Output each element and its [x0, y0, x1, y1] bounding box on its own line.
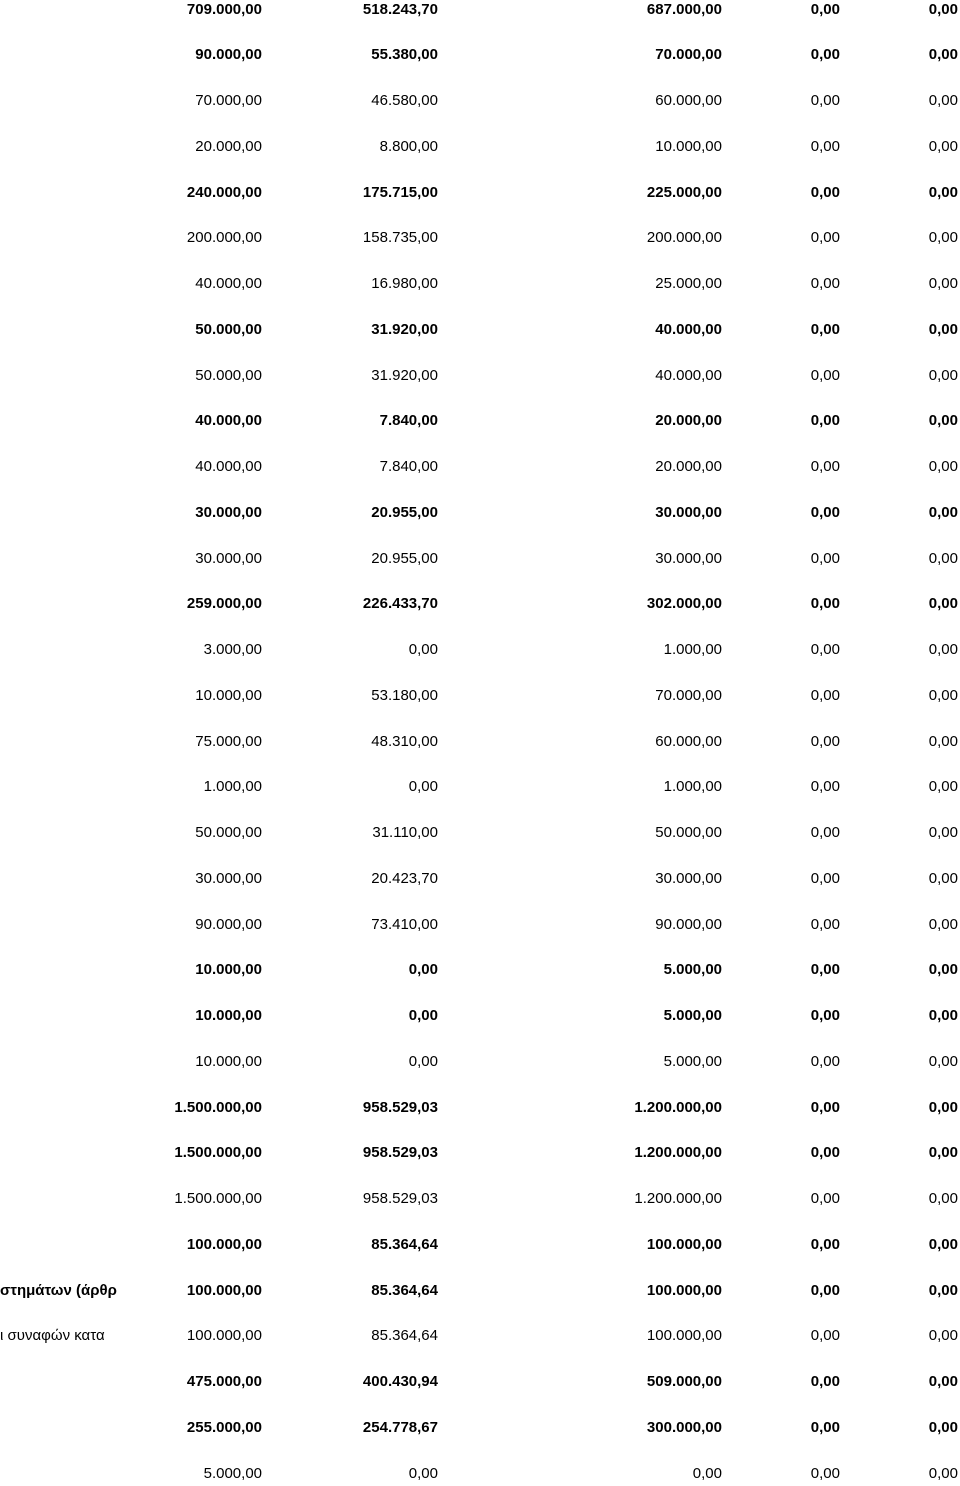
amount-cell-col5: 0,00	[928, 1144, 958, 1161]
amount-cell-col2: 0,00	[408, 641, 438, 658]
amount-cell-col4: 0,00	[810, 1144, 840, 1161]
amount-cell-col5: 0,00	[928, 1007, 958, 1024]
table-row	[0, 1141, 960, 1165]
table-row	[0, 226, 960, 250]
amount-cell-col4: 0,00	[810, 367, 840, 384]
amount-cell-col3: 100.000,00	[646, 1282, 722, 1299]
amount-cell-col1: 5.000,00	[203, 1465, 262, 1482]
amount-cell-col5: 0,00	[928, 1465, 958, 1482]
amount-cell-col4: 0,00	[810, 961, 840, 978]
row-label: ι συναφών κατα	[0, 1327, 105, 1344]
amount-cell-col4: 0,00	[810, 1099, 840, 1116]
amount-cell-col3: 300.000,00	[646, 1419, 722, 1436]
amount-cell-col5: 0,00	[928, 778, 958, 795]
amount-cell-col1: 40.000,00	[195, 275, 262, 292]
table-row	[0, 135, 960, 159]
amount-cell-col2: 0,00	[408, 1007, 438, 1024]
amount-cell-col2: 31.920,00	[371, 321, 438, 338]
table-row	[0, 958, 960, 982]
amount-cell-col3: 100.000,00	[646, 1236, 722, 1253]
amount-cell-col3: 30.000,00	[655, 550, 722, 567]
amount-cell-col1: 100.000,00	[186, 1327, 262, 1344]
amount-cell-col2: 158.735,00	[362, 229, 438, 246]
amount-cell-col3: 687.000,00	[646, 1, 722, 18]
amount-cell-col5: 0,00	[928, 961, 958, 978]
table-row	[0, 1096, 960, 1120]
amount-cell-col1: 50.000,00	[195, 321, 262, 338]
amount-cell-col1: 30.000,00	[195, 504, 262, 521]
table-row	[0, 364, 960, 388]
amount-cell-col2: 85.364,64	[371, 1282, 438, 1299]
amount-cell-col4: 0,00	[810, 46, 840, 63]
amount-cell-col5: 0,00	[928, 916, 958, 933]
amount-cell-col2: 73.410,00	[371, 916, 438, 933]
amount-cell-col5: 0,00	[928, 550, 958, 567]
table-row	[0, 775, 960, 799]
amount-cell-col4: 0,00	[810, 321, 840, 338]
amount-cell-col2: 958.529,03	[362, 1099, 438, 1116]
table-row	[0, 409, 960, 433]
amount-cell-col3: 1.200.000,00	[634, 1190, 722, 1207]
amount-cell-col1: 10.000,00	[195, 961, 262, 978]
amount-cell-col4: 0,00	[810, 504, 840, 521]
amount-cell-col1: 40.000,00	[195, 458, 262, 475]
amount-cell-col3: 100.000,00	[646, 1327, 722, 1344]
amount-cell-col5: 0,00	[928, 458, 958, 475]
amount-cell-col3: 5.000,00	[663, 961, 722, 978]
amount-cell-col1: 475.000,00	[186, 1373, 262, 1390]
amount-cell-col4: 0,00	[810, 550, 840, 567]
amount-cell-col1: 259.000,00	[186, 595, 262, 612]
table-row	[0, 547, 960, 571]
amount-cell-col1: 40.000,00	[195, 412, 262, 429]
amount-cell-col3: 40.000,00	[655, 367, 722, 384]
table-row	[0, 89, 960, 113]
amount-cell-col5: 0,00	[928, 733, 958, 750]
amount-cell-col1: 100.000,00	[186, 1282, 262, 1299]
amount-cell-col4: 0,00	[810, 1007, 840, 1024]
amount-cell-col1: 50.000,00	[195, 367, 262, 384]
amount-cell-col4: 0,00	[810, 1465, 840, 1482]
amount-cell-col4: 0,00	[810, 1, 840, 18]
amount-cell-col3: 25.000,00	[655, 275, 722, 292]
amount-cell-col3: 1.000,00	[663, 778, 722, 795]
amount-cell-col1: 255.000,00	[186, 1419, 262, 1436]
amount-cell-col4: 0,00	[810, 92, 840, 109]
table-row	[0, 501, 960, 525]
amount-cell-col3: 0,00	[692, 1465, 722, 1482]
amount-cell-col3: 5.000,00	[663, 1053, 722, 1070]
amount-cell-col2: 20.955,00	[371, 550, 438, 567]
table-row	[0, 318, 960, 342]
table-row	[0, 1233, 960, 1257]
amount-cell-col2: 958.529,03	[362, 1144, 438, 1161]
amount-cell-col1: 100.000,00	[186, 1236, 262, 1253]
amount-cell-col5: 0,00	[928, 595, 958, 612]
amount-cell-col4: 0,00	[810, 412, 840, 429]
amount-cell-col2: 55.380,00	[371, 46, 438, 63]
amount-cell-col2: 400.430,94	[362, 1373, 438, 1390]
amount-cell-col1: 3.000,00	[203, 641, 262, 658]
amount-cell-col2: 31.110,00	[372, 824, 438, 841]
table-row	[0, 1050, 960, 1074]
amount-cell-col2: 7.840,00	[379, 412, 438, 429]
amount-cell-col3: 225.000,00	[646, 184, 722, 201]
amount-cell-col1: 50.000,00	[195, 824, 262, 841]
amount-cell-col2: 226.433,70	[362, 595, 438, 612]
amount-cell-col3: 70.000,00	[655, 46, 722, 63]
table-row	[0, 1004, 960, 1028]
amount-cell-col5: 0,00	[928, 1419, 958, 1436]
amount-cell-col4: 0,00	[810, 1236, 840, 1253]
amount-cell-col2: 0,00	[408, 1465, 438, 1482]
amount-cell-col3: 302.000,00	[646, 595, 722, 612]
amount-cell-col5: 0,00	[928, 641, 958, 658]
amount-cell-col2: 0,00	[408, 961, 438, 978]
amount-cell-col4: 0,00	[810, 778, 840, 795]
table-row	[0, 867, 960, 891]
amount-cell-col1: 1.500.000,00	[174, 1099, 262, 1116]
amount-cell-col4: 0,00	[810, 916, 840, 933]
amount-cell-col5: 0,00	[928, 321, 958, 338]
amount-cell-col5: 0,00	[928, 275, 958, 292]
amount-cell-col5: 0,00	[928, 1373, 958, 1390]
amount-cell-col1: 90.000,00	[195, 916, 262, 933]
amount-cell-col5: 0,00	[928, 1099, 958, 1116]
amount-cell-col3: 1.200.000,00	[634, 1099, 722, 1116]
table-row	[0, 684, 960, 708]
table-row	[0, 455, 960, 479]
amount-cell-col4: 0,00	[810, 1327, 840, 1344]
amount-cell-col1: 30.000,00	[195, 870, 262, 887]
amount-cell-col1: 10.000,00	[195, 1053, 262, 1070]
amount-cell-col5: 0,00	[928, 367, 958, 384]
amount-cell-col2: 7.840,00	[379, 458, 438, 475]
amount-cell-col4: 0,00	[810, 1373, 840, 1390]
amount-cell-col5: 0,00	[928, 870, 958, 887]
table-row	[0, 638, 960, 662]
amount-cell-col3: 1.200.000,00	[634, 1144, 722, 1161]
amount-cell-col4: 0,00	[810, 641, 840, 658]
amount-cell-col2: 85.364,64	[371, 1236, 438, 1253]
table-row	[0, 1370, 960, 1394]
table-row	[0, 913, 960, 937]
amount-cell-col4: 0,00	[810, 229, 840, 246]
amount-cell-col5: 0,00	[928, 824, 958, 841]
amount-cell-col3: 30.000,00	[655, 504, 722, 521]
amount-cell-col2: 48.310,00	[371, 733, 438, 750]
amount-cell-col3: 70.000,00	[655, 687, 722, 704]
amount-cell-col5: 0,00	[928, 687, 958, 704]
table-row	[0, 43, 960, 67]
amount-cell-col3: 20.000,00	[655, 458, 722, 475]
amount-cell-col1: 240.000,00	[186, 184, 262, 201]
amount-cell-col5: 0,00	[928, 1282, 958, 1299]
amount-cell-col4: 0,00	[810, 1190, 840, 1207]
amount-cell-col1: 709.000,00	[186, 1, 262, 18]
amount-cell-col5: 0,00	[928, 229, 958, 246]
table-row	[0, 1279, 960, 1303]
amount-cell-col5: 0,00	[928, 92, 958, 109]
amount-cell-col1: 20.000,00	[195, 138, 262, 155]
amount-cell-col2: 958.529,03	[362, 1190, 438, 1207]
amount-cell-col1: 10.000,00	[195, 687, 262, 704]
amount-cell-col2: 254.778,67	[362, 1419, 438, 1436]
table-row	[0, 592, 960, 616]
amount-cell-col4: 0,00	[810, 138, 840, 155]
amount-cell-col3: 60.000,00	[655, 733, 722, 750]
amount-cell-col1: 10.000,00	[195, 1007, 262, 1024]
amount-cell-col1: 70.000,00	[195, 92, 262, 109]
table-row	[0, 821, 960, 845]
amount-cell-col1: 1.000,00	[203, 778, 262, 795]
amount-cell-col3: 1.000,00	[663, 641, 722, 658]
amount-cell-col5: 0,00	[928, 46, 958, 63]
table-row	[0, 272, 960, 296]
amount-cell-col4: 0,00	[810, 275, 840, 292]
amount-cell-col2: 20.955,00	[371, 504, 438, 521]
amount-cell-col2: 20.423,70	[371, 870, 438, 887]
amount-cell-col1: 90.000,00	[195, 46, 262, 63]
amount-cell-col5: 0,00	[928, 412, 958, 429]
amount-cell-col5: 0,00	[928, 1327, 958, 1344]
amount-cell-col2: 46.580,00	[371, 92, 438, 109]
amount-cell-col1: 1.500.000,00	[174, 1144, 262, 1161]
amount-cell-col3: 60.000,00	[655, 92, 722, 109]
amount-cell-col5: 0,00	[928, 1190, 958, 1207]
amount-cell-col2: 53.180,00	[371, 687, 438, 704]
amount-cell-col2: 16.980,00	[371, 275, 438, 292]
amount-cell-col4: 0,00	[810, 824, 840, 841]
table-row	[0, 1416, 960, 1440]
amount-cell-col2: 0,00	[408, 1053, 438, 1070]
amount-cell-col1: 200.000,00	[186, 229, 262, 246]
table-row	[0, 1324, 960, 1348]
table-row	[0, 730, 960, 754]
table-row	[0, 1187, 960, 1211]
amount-cell-col3: 509.000,00	[646, 1373, 722, 1390]
amount-cell-col1: 1.500.000,00	[174, 1190, 262, 1207]
amount-cell-col4: 0,00	[810, 870, 840, 887]
amount-cell-col4: 0,00	[810, 1419, 840, 1436]
amount-cell-col5: 0,00	[928, 504, 958, 521]
amount-cell-col4: 0,00	[810, 687, 840, 704]
amount-cell-col3: 50.000,00	[655, 824, 722, 841]
table-row	[0, 0, 960, 22]
amount-cell-col1: 30.000,00	[195, 550, 262, 567]
amount-cell-col3: 30.000,00	[655, 870, 722, 887]
amount-cell-col5: 0,00	[928, 138, 958, 155]
table-row	[0, 181, 960, 205]
amount-cell-col3: 5.000,00	[663, 1007, 722, 1024]
amount-cell-col4: 0,00	[810, 184, 840, 201]
amount-cell-col5: 0,00	[928, 184, 958, 201]
amount-cell-col5: 0,00	[928, 1236, 958, 1253]
row-label: στημάτων (άρθρ	[0, 1282, 117, 1299]
amount-cell-col3: 10.000,00	[655, 138, 722, 155]
amount-cell-col3: 200.000,00	[646, 229, 722, 246]
amount-cell-col3: 20.000,00	[655, 412, 722, 429]
amount-cell-col5: 0,00	[928, 1, 958, 18]
amount-cell-col4: 0,00	[810, 595, 840, 612]
amount-cell-col3: 40.000,00	[655, 321, 722, 338]
amount-cell-col3: 90.000,00	[655, 916, 722, 933]
amount-cell-col4: 0,00	[810, 733, 840, 750]
amount-cell-col2: 0,00	[408, 778, 438, 795]
amount-cell-col4: 0,00	[810, 1282, 840, 1299]
amount-cell-col2: 85.364,64	[371, 1327, 438, 1344]
amount-cell-col2: 518.243,70	[362, 1, 438, 18]
table-row	[0, 1462, 960, 1486]
amount-cell-col1: 75.000,00	[195, 733, 262, 750]
amount-cell-col2: 8.800,00	[379, 138, 438, 155]
amount-cell-col5: 0,00	[928, 1053, 958, 1070]
amount-cell-col2: 175.715,00	[362, 184, 438, 201]
amount-cell-col4: 0,00	[810, 1053, 840, 1070]
amount-cell-col4: 0,00	[810, 458, 840, 475]
amount-cell-col2: 31.920,00	[371, 367, 438, 384]
